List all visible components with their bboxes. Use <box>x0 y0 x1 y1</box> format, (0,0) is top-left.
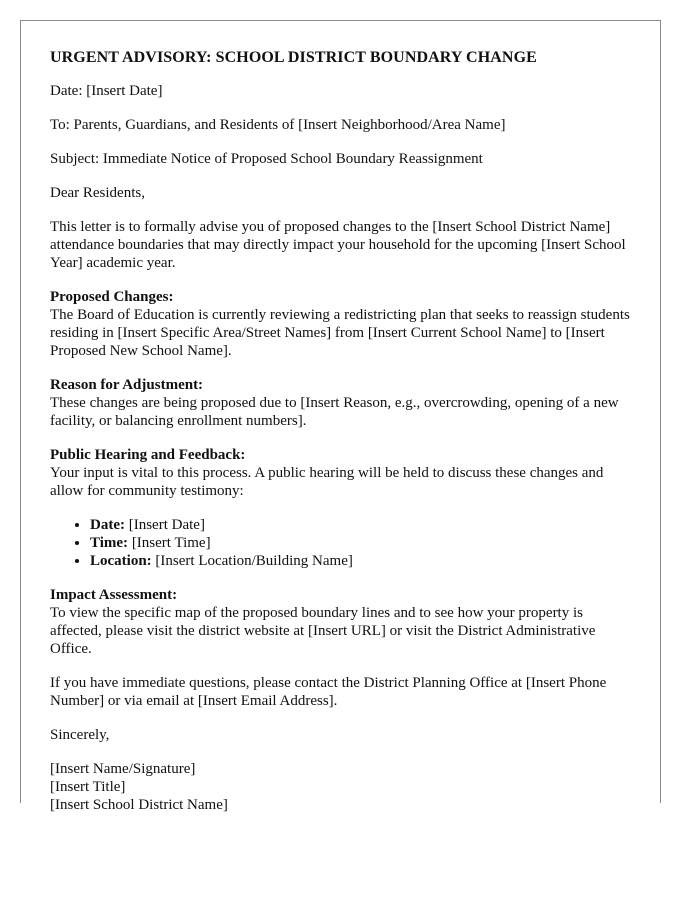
reason-heading: Reason for Adjustment: <box>50 377 204 393</box>
proposed-changes-section <box>50 288 636 360</box>
impact-body: To view the specific map of the proposed boundary lines and to see how your property is affected, please visit the district website at [Insert URL] or visit the District Administrative Office. <box>50 605 596 657</box>
hearing-location-value: [Insert Location/Building Name] <box>151 553 353 569</box>
signature-title: [Insert Title] <box>50 779 126 795</box>
hearing-location-item <box>90 552 636 570</box>
letter-body <box>50 48 636 814</box>
subject-line: Subject: Immediate Notice of Proposed School Boundary Reassignment <box>50 151 483 167</box>
hearing-location-label: Location: <box>90 553 152 569</box>
impact-heading: Impact Assessment: <box>50 587 178 603</box>
hearing-time-value: [Insert Time] <box>128 535 211 551</box>
letter-page <box>20 20 661 813</box>
contact-paragraph: If you have immediate questions, please contact the District Planning Office at [Insert Phone Number] or via email at [Insert Email Address]. <box>50 675 607 709</box>
hearing-details-list <box>50 516 636 570</box>
date-line: Date: [Insert Date] <box>50 83 163 99</box>
hearing-body: Your input is vital to this process. A public hearing will be held to discuss these changes and allow for community testimony: <box>50 465 604 499</box>
reason-body: These changes are being proposed due to [Insert Reason, e.g., overcrowding, opening of a new facility, or balancing enrollment numbers]. <box>50 395 619 429</box>
hearing-section <box>50 446 636 500</box>
closing: Sincerely, <box>50 727 110 743</box>
signature-block <box>50 760 636 814</box>
hearing-time-label: Time: <box>90 535 129 551</box>
reason-section <box>50 376 636 430</box>
signature-name: [Insert Name/Signature] <box>50 761 196 777</box>
salutation: Dear Residents, <box>50 185 145 201</box>
hearing-date-value: [Insert Date] <box>124 517 205 533</box>
signature-district: [Insert School District Name] <box>50 797 228 813</box>
letter-title: URGENT ADVISORY: SCHOOL DISTRICT BOUNDARY CHANGE <box>50 49 537 66</box>
impact-section <box>50 586 636 658</box>
proposed-changes-body: The Board of Education is currently reviewing a redistricting plan that seeks to reassign students residing in [Insert Specific Area/Street Names] from [Insert Current School Name] to [Insert Proposed New School Name]. <box>50 307 630 359</box>
recipient-line: To: Parents, Guardians, and Residents of [Insert Neighborhood/Area Name] <box>50 117 506 133</box>
intro-paragraph: This letter is to formally advise you of proposed changes to the [Insert School District Name] attendance boundaries that may directly impact your household for the upcoming [Insert School Year] academic year. <box>50 219 626 271</box>
hearing-date-item <box>90 516 636 534</box>
hearing-time-item <box>90 534 636 552</box>
hearing-date-label: Date: <box>90 517 125 533</box>
proposed-changes-heading: Proposed Changes: <box>50 289 174 305</box>
hearing-heading: Public Hearing and Feedback: <box>50 447 246 463</box>
